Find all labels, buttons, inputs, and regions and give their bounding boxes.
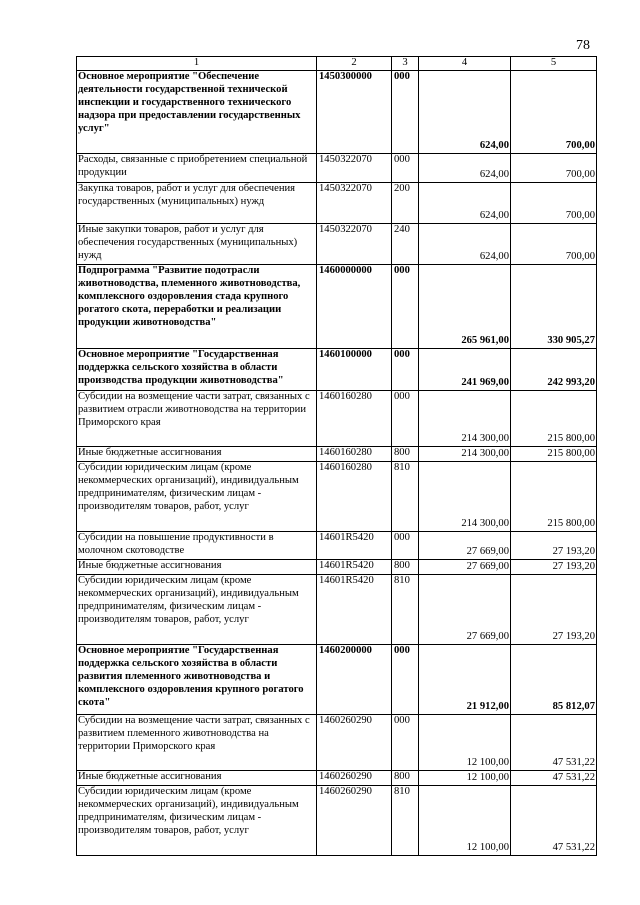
table-row — [77, 71, 597, 154]
table-row — [77, 183, 597, 224]
item-name: Субсидии на возмещение части затрат, связанных с развитием племенного животноводства на территории Приморского края — [77, 715, 317, 771]
expense-type-code: 800 — [392, 771, 419, 786]
budget-code: 1460200000 — [317, 645, 392, 715]
budget-table — [76, 56, 597, 856]
page-number: 78 — [576, 38, 590, 53]
budget-code: 1450322070 — [317, 154, 392, 183]
expense-type-code: 000 — [392, 154, 419, 183]
budget-code: 1460000000 — [317, 265, 392, 349]
amount-year-1: 241 969,00 — [419, 349, 511, 391]
amount-year-1: 624,00 — [419, 154, 511, 183]
amount-year-1: 214 300,00 — [419, 391, 511, 447]
expense-type-code: 240 — [392, 224, 419, 265]
budget-code: 1460260290 — [317, 786, 392, 856]
item-name: Субсидии юридическим лицам (кроме некоммерческих организаций), индивидуальным предпринимателям, физическим лицам - производителям товаров, работ, услуг — [77, 462, 317, 532]
column-header: 4 — [419, 57, 511, 71]
expense-type-code: 800 — [392, 560, 419, 575]
table-row — [77, 771, 597, 786]
table-row — [77, 265, 597, 349]
table-row — [77, 786, 597, 856]
amount-year-2: 700,00 — [511, 224, 597, 265]
column-header: 1 — [77, 57, 317, 71]
item-name: Основное мероприятие "Обеспечение деятельности государственной технической инспекции и государственного технического надзора при предоставлении государственных услуг" — [77, 71, 317, 154]
expense-type-code: 810 — [392, 462, 419, 532]
table-row — [77, 575, 597, 645]
expense-type-code: 000 — [392, 645, 419, 715]
amount-year-2: 215 800,00 — [511, 447, 597, 462]
budget-code: 1460160280 — [317, 391, 392, 447]
table-row — [77, 154, 597, 183]
table-row — [77, 349, 597, 391]
column-header: 2 — [317, 57, 392, 71]
table-row — [77, 560, 597, 575]
expense-type-code: 000 — [392, 391, 419, 447]
amount-year-2: 85 812,07 — [511, 645, 597, 715]
table-row — [77, 447, 597, 462]
amount-year-2: 700,00 — [511, 154, 597, 183]
amount-year-2: 47 531,22 — [511, 715, 597, 771]
expense-type-code: 000 — [392, 532, 419, 560]
budget-code: 1460160280 — [317, 462, 392, 532]
amount-year-2: 27 193,20 — [511, 560, 597, 575]
amount-year-1: 12 100,00 — [419, 715, 511, 771]
expense-type-code: 000 — [392, 71, 419, 154]
item-name: Иные бюджетные ассигнования — [77, 447, 317, 462]
amount-year-1: 624,00 — [419, 183, 511, 224]
item-name: Иные бюджетные ассигнования — [77, 560, 317, 575]
item-name: Субсидии на возмещение части затрат, связанных с развитием отрасли животноводства на территории Приморского края — [77, 391, 317, 447]
amount-year-2: 47 531,22 — [511, 786, 597, 856]
table-row — [77, 224, 597, 265]
amount-year-2: 700,00 — [511, 71, 597, 154]
amount-year-1: 624,00 — [419, 71, 511, 154]
expense-type-code: 000 — [392, 349, 419, 391]
amount-year-2: 242 993,20 — [511, 349, 597, 391]
item-name: Расходы, связанные с приобретением специальной продукции — [77, 154, 317, 183]
amount-year-2: 47 531,22 — [511, 771, 597, 786]
amount-year-1: 27 669,00 — [419, 532, 511, 560]
table-row — [77, 715, 597, 771]
budget-code: 1450322070 — [317, 224, 392, 265]
amount-year-1: 12 100,00 — [419, 771, 511, 786]
item-name: Основное мероприятие "Государственная поддержка сельского хозяйства в области развития племенного животноводства и комплексного оздоровления крупного рогатого скота" — [77, 645, 317, 715]
expense-type-code: 000 — [392, 715, 419, 771]
item-name: Основное мероприятие "Государственная поддержка сельского хозяйства в области производства продукции животноводства" — [77, 349, 317, 391]
amount-year-1: 21 912,00 — [419, 645, 511, 715]
amount-year-2: 27 193,20 — [511, 575, 597, 645]
item-name: Подпрограмма "Развитие подотрасли животноводства, племенного животноводства, комплексного оздоровления стада крупного рогатого скота, переработки и реализации продукции животноводства" — [77, 265, 317, 349]
expense-type-code: 800 — [392, 447, 419, 462]
amount-year-1: 27 669,00 — [419, 575, 511, 645]
item-name: Субсидии юридическим лицам (кроме некоммерческих организаций), индивидуальным предпринимателям, физическим лицам - производителям товаров, работ, услуг — [77, 786, 317, 856]
table-row — [77, 645, 597, 715]
budget-code: 1460160280 — [317, 447, 392, 462]
budget-code: 1460100000 — [317, 349, 392, 391]
amount-year-1: 12 100,00 — [419, 786, 511, 856]
amount-year-2: 215 800,00 — [511, 391, 597, 447]
expense-type-code: 000 — [392, 265, 419, 349]
amount-year-2: 215 800,00 — [511, 462, 597, 532]
budget-code: 14601R5420 — [317, 532, 392, 560]
table-row — [77, 532, 597, 560]
column-header: 5 — [511, 57, 597, 71]
item-name: Закупка товаров, работ и услуг для обеспечения государственных (муниципальных) нужд — [77, 183, 317, 224]
amount-year-1: 27 669,00 — [419, 560, 511, 575]
amount-year-1: 265 961,00 — [419, 265, 511, 349]
budget-code: 1460260290 — [317, 715, 392, 771]
expense-type-code: 810 — [392, 575, 419, 645]
table-row — [77, 391, 597, 447]
item-name: Иные закупки товаров, работ и услуг для обеспечения государственных (муниципальных) нужд — [77, 224, 317, 265]
table-row — [77, 462, 597, 532]
item-name: Иные бюджетные ассигнования — [77, 771, 317, 786]
expense-type-code: 200 — [392, 183, 419, 224]
amount-year-1: 624,00 — [419, 224, 511, 265]
amount-year-2: 700,00 — [511, 183, 597, 224]
item-name: Субсидии на повышение продуктивности в молочном скотоводстве — [77, 532, 317, 560]
budget-code: 1450322070 — [317, 183, 392, 224]
budget-code: 14601R5420 — [317, 560, 392, 575]
budget-code: 1450300000 — [317, 71, 392, 154]
budget-code: 1460260290 — [317, 771, 392, 786]
budget-code: 14601R5420 — [317, 575, 392, 645]
column-header: 3 — [392, 57, 419, 71]
item-name: Субсидии юридическим лицам (кроме некоммерческих организаций), индивидуальным предпринимателям, физическим лицам - производителям товаров, работ, услуг — [77, 575, 317, 645]
table-header-row — [77, 57, 597, 71]
amount-year-1: 214 300,00 — [419, 447, 511, 462]
expense-type-code: 810 — [392, 786, 419, 856]
amount-year-1: 214 300,00 — [419, 462, 511, 532]
amount-year-2: 330 905,27 — [511, 265, 597, 349]
amount-year-2: 27 193,20 — [511, 532, 597, 560]
